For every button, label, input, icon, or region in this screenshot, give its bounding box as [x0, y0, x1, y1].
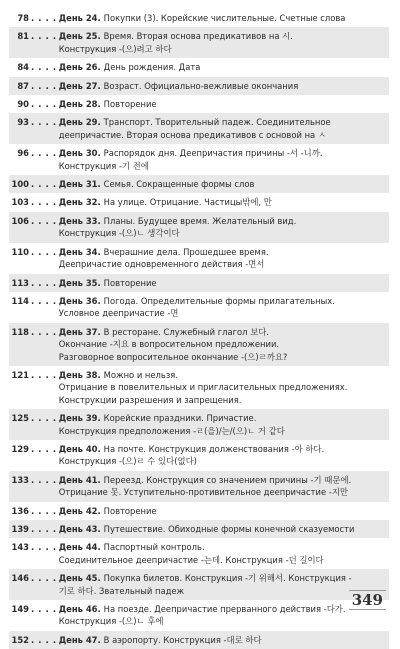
toc-entry	[9, 471, 389, 502]
toc-page-number: 106	[11, 215, 29, 226]
toc-entry-title: Погода. Определительные формы прилагательных.	[103, 295, 335, 306]
toc-entry-line	[59, 443, 389, 455]
toc-entry-line	[59, 147, 389, 159]
toc-entry-title: Конструкция -(으)려고 하다	[58, 43, 172, 54]
toc-entry-text	[59, 523, 389, 535]
toc-entry	[9, 193, 389, 211]
toc-entry-title: На почте. Конструкция долженствования -아 하다.	[103, 443, 325, 454]
toc-entry-line	[59, 215, 389, 227]
toc-entry-text	[59, 61, 389, 73]
toc-day-label: День 28.	[58, 99, 101, 110]
toc-day-label: День 33.	[58, 215, 101, 226]
toc-entry-title: Вчерашние дела. Прошедшее время.	[103, 246, 269, 257]
toc-page-number: 136	[11, 505, 29, 516]
toc-leader-dots: . . . .	[31, 524, 57, 534]
toc-entry-title: Переезд. Конструкция со значением причины -기 때문에.	[103, 474, 352, 485]
toc-entry-text	[59, 246, 389, 271]
toc-entry-title: Транспорт. Творительный падеж. Соединительное	[103, 117, 331, 128]
toc-entry-line	[59, 381, 389, 393]
toc-entry-line	[59, 474, 389, 486]
toc-entry-line	[59, 486, 389, 498]
toc-entry-line	[59, 634, 389, 646]
toc-entry-line	[59, 227, 389, 239]
toc-page-number: 90	[17, 99, 29, 110]
toc-entry-line	[59, 246, 389, 258]
toc-entry-line	[59, 12, 389, 24]
toc-page-number: 103	[11, 197, 29, 208]
toc-leader-dots: . . . .	[31, 443, 57, 454]
toc-leader-dots: . . . .	[31, 80, 57, 91]
toc-entry-line	[59, 615, 389, 627]
toc-entry-text	[59, 80, 389, 92]
toc-leader-dots: . . . .	[31, 542, 57, 553]
toc-entry-line	[59, 351, 389, 363]
toc-day-label: День 34.	[58, 246, 101, 257]
toc-entry-title: Повторение	[103, 277, 157, 288]
toc-entry	[9, 631, 389, 649]
toc-entry-line	[59, 61, 389, 73]
toc-entry	[9, 502, 389, 520]
toc-page-number: 114	[11, 295, 29, 306]
toc-day-label: День 32.	[58, 197, 101, 208]
toc-page-number: 125	[11, 413, 29, 424]
toc-page-number: 78	[17, 13, 29, 23]
toc-day-label: День 45.	[58, 573, 101, 584]
toc-entry-title: Покупки (3). Корейские числительные. Счетные слова	[103, 13, 346, 23]
toc-entry	[9, 323, 389, 366]
toc-entry-title: Корейские праздники. Причастие.	[103, 413, 257, 424]
toc-entry-title: 기로 하다. Звательный падеж	[58, 585, 185, 596]
toc-entry-line	[59, 369, 389, 381]
toc-entry	[9, 27, 389, 58]
toc-entry-title: На улице. Отрицание. Частицы밖에, 만	[103, 197, 272, 208]
toc-entry-text	[59, 12, 389, 24]
toc-page-number: 129	[11, 443, 29, 454]
toc-entry-text	[59, 326, 389, 363]
toc-page-number: 143	[11, 542, 29, 553]
toc-leader-dots: . . . .	[31, 277, 57, 288]
toc-entry	[9, 243, 389, 274]
toc-entry-title: Паспортный контроль.	[103, 542, 205, 553]
toc-entry-line	[59, 129, 389, 141]
toc-entry-text	[59, 178, 389, 190]
toc-leader-dots: . . . .	[31, 474, 57, 485]
toc-entry	[9, 409, 389, 440]
toc-leader-dots: . . . .	[31, 197, 57, 208]
toc-entry-title: Путешествие. Обиходные формы конечной сказуемости	[103, 524, 355, 534]
toc-entry	[9, 440, 389, 471]
toc-page-number: 149	[11, 604, 29, 615]
toc-page-number: 110	[11, 246, 29, 257]
toc-entry-title: На поезде. Деепричастие прерванного действия -다가.	[103, 604, 346, 615]
toc-page-number: 96	[17, 148, 29, 159]
toc-entry-title: Конструкции разрешения и запрещения.	[58, 394, 242, 405]
toc-page-number: 93	[17, 117, 29, 128]
toc-entry-text	[59, 30, 389, 55]
toc-entry-title: Разговорное вопросительное окончание -(으)ㄹ까요?	[58, 351, 288, 362]
toc-entry-text	[59, 369, 389, 406]
toc-entry-title: Семья. Сокращенные формы слов	[103, 179, 255, 190]
toc-entry-text	[59, 196, 389, 208]
toc-page-number: 81	[17, 31, 29, 42]
toc-entry-line	[59, 412, 389, 424]
toc-day-label: День 46.	[58, 604, 101, 615]
toc-entry-text	[59, 116, 389, 141]
toc-entry-title: Время. Вторая основа предикативов на 시.	[103, 31, 293, 42]
toc-entry-line	[59, 541, 389, 553]
toc-entry-line	[59, 196, 389, 208]
toc-entry-title: В ресторане. Служебный глагол 보다.	[103, 326, 270, 337]
toc-entry-title: Конструкция -(으)ㄹ 수 있다(없다)	[58, 456, 197, 467]
toc-entry	[9, 212, 389, 243]
toc-entry-title: Отрицание 못. Уступительно-противительное деепричастие -지만	[58, 487, 349, 498]
toc-entry-line	[59, 326, 389, 338]
toc-day-label: День 31.	[58, 179, 101, 190]
toc-page-number: 152	[11, 634, 29, 645]
toc-leader-dots: . . . .	[31, 505, 57, 516]
toc-leader-dots: . . . .	[31, 31, 57, 42]
toc-entry	[9, 366, 389, 409]
toc-entry-line	[59, 554, 389, 566]
toc-day-label: День 41.	[58, 474, 101, 485]
toc-entry-text	[59, 277, 389, 289]
toc-entry-line	[59, 523, 389, 535]
toc-entry-title: Отрицание в повелительных и пригласительных предложениях.	[58, 382, 348, 393]
toc-entry-text	[59, 295, 389, 320]
toc-page-number: 100	[11, 179, 29, 190]
toc-page-number: 113	[11, 277, 29, 288]
toc-entry-line	[59, 394, 389, 406]
toc-entry	[9, 113, 389, 144]
toc-leader-dots: . . . .	[31, 215, 57, 226]
toc-leader-dots: . . . .	[31, 573, 57, 584]
toc-entry-title: Повторение	[103, 99, 157, 110]
toc-leader-dots: . . . .	[31, 148, 57, 159]
toc-day-label: День 29.	[58, 117, 101, 128]
toc-page-number: 118	[11, 326, 29, 337]
toc-page-number: 84	[17, 62, 29, 73]
toc-leader-dots: . . . .	[31, 413, 57, 424]
toc-day-label: День 44.	[58, 542, 101, 553]
toc-page-number: 139	[11, 524, 29, 534]
toc-entry-text	[59, 572, 389, 597]
toc-day-label: День 47.	[58, 634, 101, 645]
toc-entry-title: Возраст. Официально-вежливые окончания	[103, 80, 299, 91]
toc-entry-text	[59, 603, 389, 628]
toc-entry-title: Конструкция -(으)ㄴ 생각이다	[58, 228, 180, 239]
toc-entry	[9, 58, 389, 76]
toc-leader-dots: . . . .	[31, 604, 57, 615]
toc-entry-text	[59, 215, 389, 240]
toc-leader-dots: . . . .	[31, 369, 57, 380]
toc-entry-title: Повторение	[103, 505, 157, 516]
page-number: 349	[349, 590, 386, 610]
toc-entry-text	[59, 541, 389, 566]
toc-entry-line	[59, 30, 389, 42]
toc-entry-title: деепричастие. Вторая основа предикативов с основой на ㅅ	[58, 129, 326, 140]
toc-entry-text	[59, 412, 389, 437]
toc-entry-title: Можно и нельзя.	[103, 369, 179, 380]
toc-day-label: День 38.	[58, 369, 101, 380]
toc-entry	[9, 520, 389, 538]
toc-entry	[9, 274, 389, 292]
toc-entry-line	[59, 572, 389, 584]
toc-entry-line	[59, 338, 389, 350]
toc-entry-line	[59, 425, 389, 437]
toc-entry-title: Покупка билетов. Конструкция -기 위해서. Конструкция -	[103, 573, 352, 584]
toc-entry	[9, 292, 389, 323]
toc-entry-line	[59, 258, 389, 270]
toc-entry-text	[59, 505, 389, 517]
toc-entry	[9, 600, 389, 631]
toc-entry	[9, 77, 389, 95]
toc-entry-text	[59, 147, 389, 172]
toc-leader-dots: . . . .	[31, 13, 57, 23]
toc-entry-line	[59, 307, 389, 319]
toc-entry-title: Окончание -지요 в вопросительном предложении.	[58, 339, 280, 350]
toc-entry-title: День рождения. Дата	[103, 62, 201, 73]
toc-entry-title: Условное деепричастие -면	[58, 308, 179, 319]
toc-entry-title: Планы. Будущее время. Желательный вид.	[103, 215, 297, 226]
toc-page-number: 146	[11, 573, 29, 584]
toc-day-label: День 26.	[58, 62, 101, 73]
toc-entry-line	[59, 80, 389, 92]
toc-entry	[9, 569, 389, 600]
toc-day-label: День 40.	[58, 443, 101, 454]
toc-entry-line	[59, 43, 389, 55]
toc-day-label: День 42.	[58, 505, 101, 516]
toc-entry-title: В аэропорту. Конструкция -대로 하다	[103, 634, 262, 645]
toc-entry-text	[59, 634, 389, 646]
toc-entry-line	[59, 455, 389, 467]
toc-day-label: День 35.	[58, 277, 101, 288]
toc-page-number: 121	[11, 369, 29, 380]
toc-day-label: День 43.	[58, 524, 101, 534]
toc-entry-line	[59, 98, 389, 110]
toc-entry	[9, 9, 389, 27]
toc-entry-line	[59, 295, 389, 307]
toc-entry	[9, 144, 389, 175]
toc-entry	[9, 175, 389, 193]
toc-entry-line	[59, 277, 389, 289]
toc-day-label: День 25.	[58, 31, 101, 42]
toc-entry-text	[59, 474, 389, 499]
toc-entry-title: Конструкция -(으)ㄴ 후에	[58, 616, 164, 627]
toc-page-number: 133	[11, 474, 29, 485]
toc-leader-dots: . . . .	[31, 295, 57, 306]
toc-entry-title: Деепричастие одновременного действия -면서	[58, 259, 265, 270]
toc-entry-line	[59, 585, 389, 597]
toc-day-label: День 36.	[58, 295, 101, 306]
toc-entry-title: Соединительное деепричастие -는데. Конструкция -던 길이다	[58, 554, 324, 565]
toc-entry-text	[59, 443, 389, 468]
toc-entry-line	[59, 116, 389, 128]
toc-day-label: День 24.	[58, 13, 101, 23]
toc-entry-text	[59, 98, 389, 110]
toc-entry-title: Конструкция предположения -ㄹ(을)/는/(으)ㄴ 거 같다	[58, 425, 285, 436]
toc-day-label: День 37.	[58, 326, 101, 337]
toc-day-label: День 30.	[58, 148, 101, 159]
toc-entry-line	[59, 178, 389, 190]
toc-day-label: День 27.	[58, 80, 101, 91]
toc-page-number: 87	[17, 80, 29, 91]
toc-entry	[9, 95, 389, 113]
toc-entry-title: Конструкция -기 전에	[58, 160, 149, 171]
toc-day-label: День 39.	[58, 413, 101, 424]
toc-entry-title: Распорядок дня. Деепричастия причины -서 -니까.	[103, 148, 323, 159]
toc-leader-dots: . . . .	[31, 634, 57, 645]
toc-leader-dots: . . . .	[31, 117, 57, 128]
toc-leader-dots: . . . .	[31, 99, 57, 110]
toc-entry-line	[59, 505, 389, 517]
table-of-contents	[9, 9, 389, 649]
toc-entry-line	[59, 603, 389, 615]
toc-entry	[9, 538, 389, 569]
toc-leader-dots: . . . .	[31, 62, 57, 73]
toc-entry-line	[59, 160, 389, 172]
toc-leader-dots: . . . .	[31, 326, 57, 337]
toc-leader-dots: . . . .	[31, 246, 57, 257]
toc-leader-dots: . . . .	[31, 179, 57, 190]
